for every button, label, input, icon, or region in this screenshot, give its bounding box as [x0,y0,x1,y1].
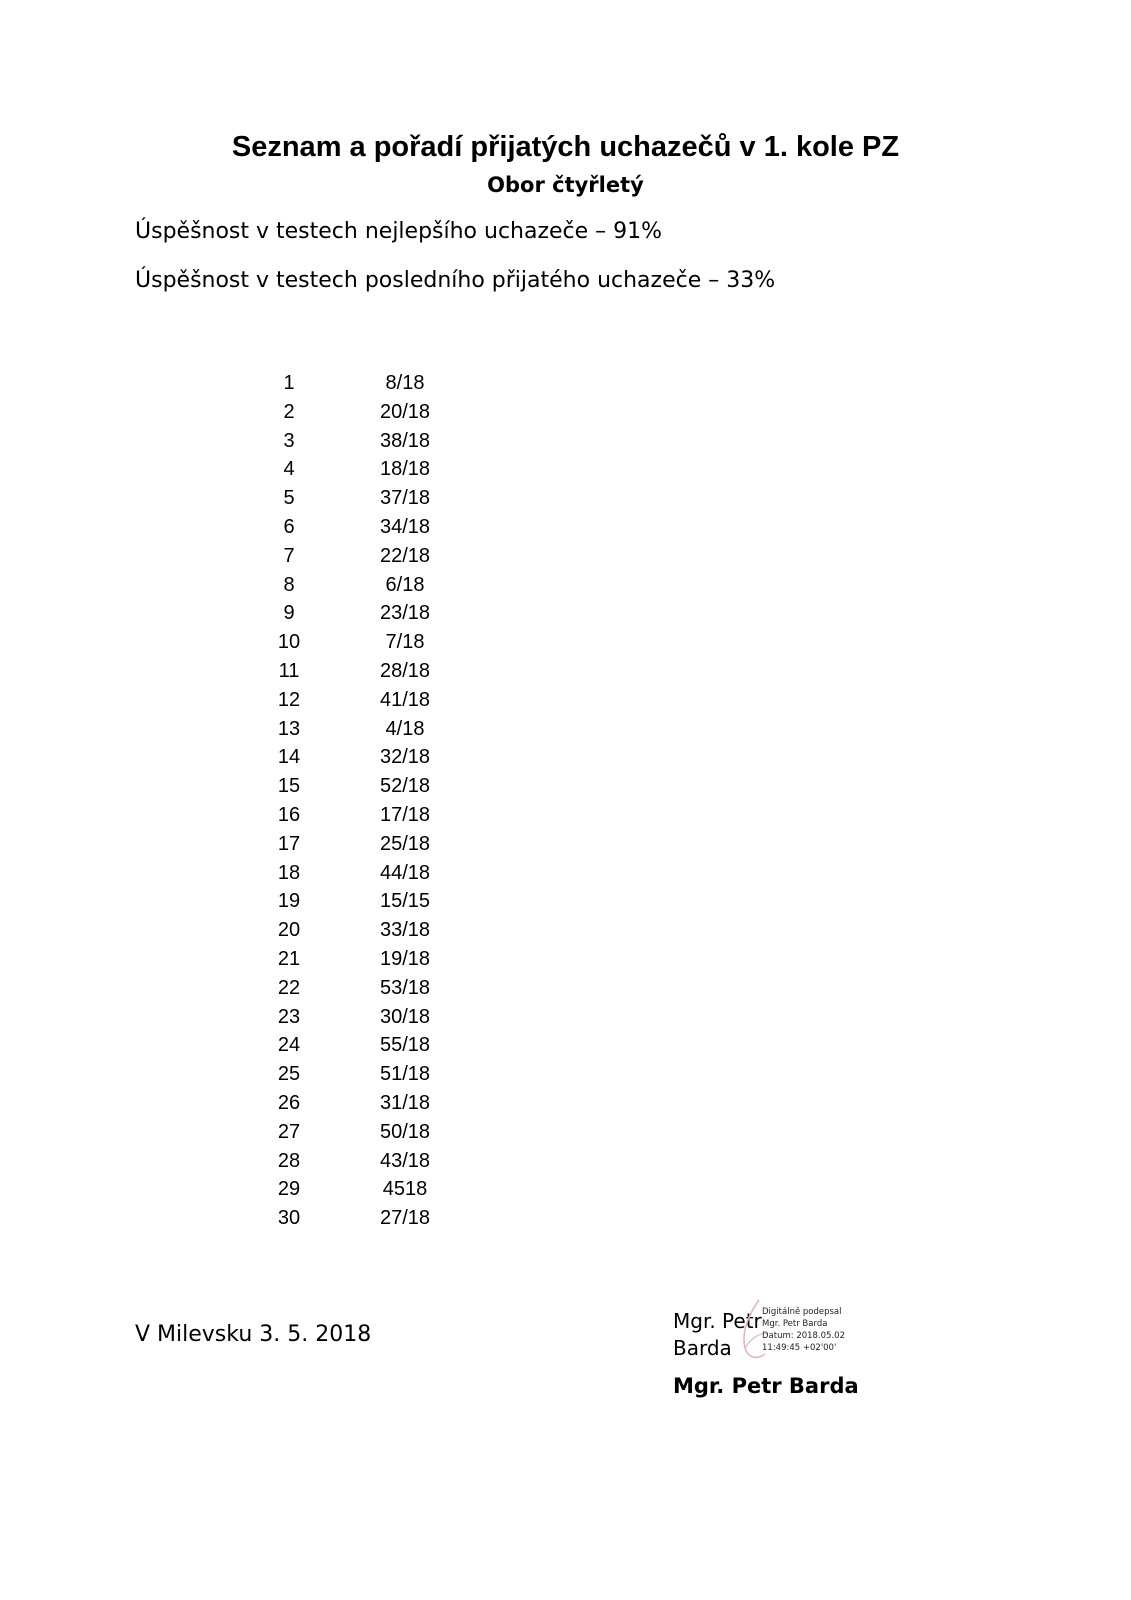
applicant-row [260,516,460,545]
applicant-code: 30/18 [379,1005,431,1028]
applicant-rank: 7 [283,544,295,567]
applicant-row [260,1121,460,1150]
document-title: Seznam a pořadí přijatých uchazečů v 1. kole PZ [231,131,900,163]
signature-info-line3: Datum: 2018.05.02 [762,1331,845,1341]
applicant-code: 53/18 [379,976,431,999]
applicant-row [260,948,460,977]
applicant-code: 27/18 [379,1207,431,1230]
applicant-rank: 20 [277,919,301,942]
applicant-code: 41/18 [379,688,431,711]
applicant-rank: 22 [277,976,301,999]
applicant-row [260,862,460,891]
signature-info-line1: Digitálně podepsal [762,1307,842,1317]
applicant-rank: 21 [277,947,301,970]
applicant-rank: 11 [278,659,300,682]
applicant-code: 20/18 [379,400,431,423]
last-applicant-success: Úspěšnost v testech posledního přijatého uchazeče – 33% [135,268,776,293]
applicant-rank: 30 [277,1207,301,1230]
signature-name-line1: Mgr. Petr [673,1309,762,1333]
applicant-rank: 5 [283,487,295,510]
applicant-row [260,372,460,401]
applicant-rank: 17 [277,832,301,855]
applicant-code: 15/15 [379,890,431,913]
applicant-row [260,1006,460,1035]
signature-name-line2: Barda [673,1336,732,1360]
applicant-rank: 3 [283,429,295,452]
applicant-row [260,487,460,516]
applicant-code: 50/18 [379,1120,431,1143]
applicant-code: 4518 [382,1178,428,1201]
applicant-row [260,804,460,833]
applicant-code: 33/18 [379,919,431,942]
applicant-rank: 18 [277,861,301,884]
applicant-rank: 28 [277,1149,301,1172]
applicant-row [260,1063,460,1092]
applicant-code: 4/18 [385,717,425,740]
applicant-row [260,977,460,1006]
applicant-rank: 24 [277,1034,301,1057]
applicant-rank: 12 [277,688,301,711]
applicant-rank: 14 [277,746,301,769]
applicant-row [260,458,460,487]
applicant-rank: 9 [283,602,295,625]
applicant-rank: 10 [277,631,301,654]
applicant-row [260,890,460,919]
applicant-code: 37/18 [379,487,431,510]
place-and-date: V Milevsku 3. 5. 2018 [135,1322,372,1347]
applicant-rank: 23 [277,1005,301,1028]
applicant-code: 23/18 [379,602,431,625]
applicant-rank: 13 [277,717,301,740]
best-applicant-success: Úspěšnost v testech nejlepšího uchazeče – 91% [135,219,663,244]
applicant-code: 43/18 [379,1149,431,1172]
applicant-row [260,718,460,747]
applicant-row [260,631,460,660]
applicant-rank: 1 [283,372,295,394]
document-subtitle: Obor čtyřletý [487,173,644,197]
applicant-code: 25/18 [379,832,431,855]
signature-info-line2: Mgr. Petr Barda [762,1319,828,1329]
applicant-row [260,833,460,862]
applicant-code: 34/18 [379,515,431,538]
applicant-row [260,602,460,631]
applicant-row [260,1178,460,1207]
signature-info-line4: 11:49:45 +02'00' [762,1343,837,1353]
applicant-row [260,919,460,948]
applicant-row [260,1207,460,1236]
applicant-rank: 19 [277,890,301,913]
applicant-rank: 16 [277,803,301,826]
applicant-row [260,1092,460,1121]
applicant-rank: 4 [283,458,295,481]
applicant-row [260,545,460,574]
applicant-row [260,430,460,459]
signer-name: Mgr. Petr Barda [673,1374,859,1398]
applicant-row [260,746,460,775]
applicant-row [260,660,460,689]
applicant-code: 44/18 [379,861,431,884]
applicant-row [260,689,460,718]
applicant-rank: 26 [277,1091,301,1114]
applicant-row [260,775,460,804]
applicant-code: 19/18 [379,947,431,970]
applicant-rank: 2 [283,400,295,423]
applicant-code: 18/18 [379,458,431,481]
applicant-code: 31/18 [379,1091,431,1114]
applicant-code: 55/18 [379,1034,431,1057]
applicant-rank: 25 [277,1063,301,1086]
applicant-rank: 6 [283,515,295,538]
applicant-code: 51/18 [379,1063,431,1086]
applicant-code: 6/18 [385,573,425,596]
applicant-code: 8/18 [385,372,425,394]
applicant-code: 52/18 [379,775,431,798]
applicant-rank: 29 [277,1178,301,1201]
applicant-code: 38/18 [379,429,431,452]
applicant-code: 28/18 [379,659,431,682]
applicant-rank: 27 [277,1120,301,1143]
applicant-row [260,1150,460,1179]
applicant-list [260,372,460,1236]
applicant-code: 32/18 [379,746,431,769]
applicant-code: 17/18 [379,803,431,826]
applicant-row [260,1034,460,1063]
applicant-code: 7/18 [385,631,425,654]
applicant-row [260,574,460,603]
applicant-code: 22/18 [379,544,431,567]
applicant-rank: 8 [283,573,295,596]
applicant-row [260,401,460,430]
applicant-rank: 15 [277,775,301,798]
digital-signature-info [762,1306,845,1354]
